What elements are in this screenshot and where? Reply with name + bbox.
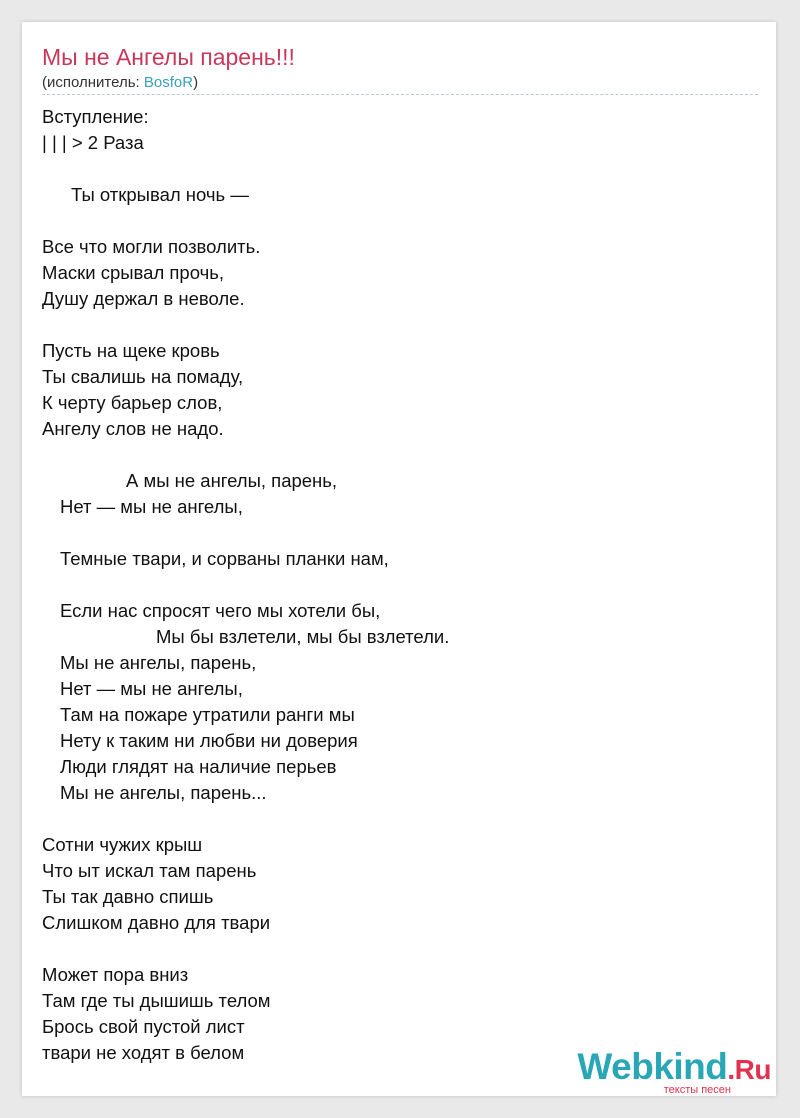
lyrics-line: Люди глядят на наличие перьев <box>60 756 337 777</box>
lyrics-line: Нет — мы не ангелы, <box>60 678 243 699</box>
lyrics-line: Все что могли позволить. <box>42 236 261 257</box>
lyrics-line: Там на пожаре утратили ранги мы <box>60 704 355 725</box>
lyrics-line: Брось свой пустой лист <box>42 1016 245 1037</box>
lyrics-line: Ангелу слов не надо. <box>42 418 224 439</box>
lyrics-line: Нет — мы не ангелы, <box>60 496 243 517</box>
logo-tagline: тексты песен <box>663 1084 731 1096</box>
lyrics-line: Может пора вниз <box>42 964 189 985</box>
lyrics-line: Сотни чужих крыш <box>42 834 203 855</box>
lyrics-line: А мы не ангелы, парень, <box>126 470 338 491</box>
lyrics-line: Если нас спросят чего мы хотели бы, <box>60 600 381 621</box>
lyrics-line: Темные твари, и сорваны планки нам, <box>60 548 389 569</box>
lyrics-sheet <box>22 22 776 1096</box>
lyrics-line: Пусть на щеке кровь <box>42 340 220 361</box>
artist-suffix: ) <box>193 74 199 91</box>
lyrics-line: К черту барьер слов, <box>42 392 223 413</box>
artist-line <box>42 74 198 91</box>
artist-prefix: (исполнитель: <box>42 74 144 91</box>
lyrics-line: твари не ходят в белом <box>42 1042 245 1063</box>
lyrics-line: Ты открывал ночь — <box>71 184 249 205</box>
lyrics-line: Маски срывал прочь, <box>42 262 225 283</box>
header-divider <box>42 94 758 95</box>
lyrics-line: Там где ты дышишь телом <box>42 990 271 1011</box>
lyrics-line: Мы не ангелы, парень, <box>60 652 257 673</box>
webkind-logo[interactable] <box>577 1046 771 1096</box>
lyrics-line: Слишком давно для твари <box>42 912 271 933</box>
lyrics-line: | | | > 2 Раза <box>42 132 144 153</box>
lyrics-line: Ты так давно спишь <box>42 886 214 907</box>
lyrics-line: Нету к таким ни любви ни доверия <box>60 730 358 751</box>
lyrics-line: Вступление: <box>42 106 149 127</box>
song-title: Мы не Ангелы парень!!! <box>42 44 295 70</box>
logo-wordmark <box>577 1046 771 1087</box>
lyrics-line: Мы бы взлетели, мы бы взлетели. <box>156 626 450 647</box>
logo-main-text: Webkind <box>577 1046 728 1087</box>
artist-link[interactable]: BosfoR <box>143 74 194 91</box>
lyrics-line: Ты свалишь на помаду, <box>42 366 244 387</box>
logo-tld: .Ru <box>727 1054 771 1085</box>
lyrics-line: Мы не ангелы, парень... <box>60 782 267 803</box>
lyrics-line: Что ыт искал там парень <box>42 860 257 881</box>
lyrics-line: Душу держал в неволе. <box>42 288 245 309</box>
